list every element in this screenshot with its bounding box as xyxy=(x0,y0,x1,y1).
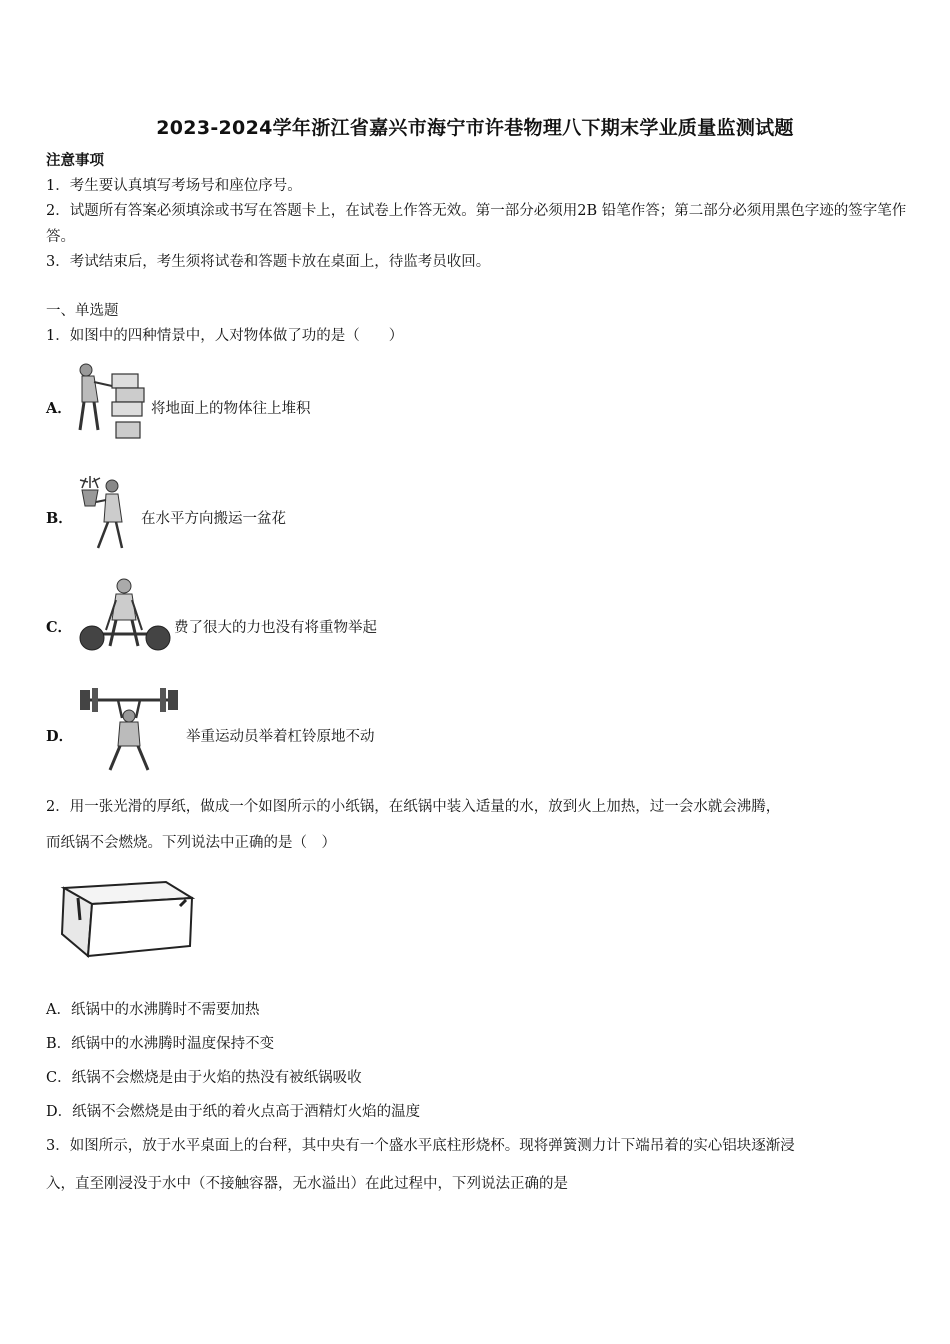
notice-item-1: 1．考生要认真填写考场号和座位序号。 xyxy=(46,178,302,194)
question-3-stem-line-1: 3．如图所示，放于水平桌面上的台秤，其中央有一个盛水平底柱形烧杯。现将弹簧测力计下端吊着的实心铝块逐渐浸 xyxy=(46,1138,795,1154)
q2-option-a: A．纸锅中的水沸腾时不需要加热 xyxy=(46,1002,260,1018)
paper-pot-illustration xyxy=(54,876,202,960)
option-a-label: A． xyxy=(46,400,72,417)
option-d-text: 举重运动员举着杠铃原地不动 xyxy=(186,729,375,745)
notice-item-2: 2．试题所有答案必须填涂或书写在答题卡上，在试卷上作答无效。第一部分必须用2B 铅笔作答；第二部分必须用黑色字迹的签字笔作答。 xyxy=(46,203,907,245)
q2-option-b: B．纸锅中的水沸腾时温度保持不变 xyxy=(46,1036,275,1052)
question-2-stem-line-1: 2．用一张光滑的厚纸，做成一个如图所示的小纸锅，在纸锅中装入适量的水，放到火上加热，过一会水就会沸腾， xyxy=(46,799,781,815)
q2-option-c: C．纸锅不会燃烧是由于火焰的热没有被纸锅吸收 xyxy=(46,1070,362,1086)
section-heading: 一、单选题 xyxy=(46,303,119,319)
failed-lift-illustration xyxy=(76,576,172,662)
question-3-stem-line-2: 入，直至刚浸没于水中（不接触容器，无水溢出）在此过程中，下列说法正确的是 xyxy=(46,1176,568,1192)
option-c-label: C． xyxy=(46,619,73,636)
option-d-label: D． xyxy=(46,728,74,745)
option-c-text: 费了很大的力也没有将重物举起 xyxy=(174,620,377,636)
page-title: 2023-2024学年浙江省嘉兴市海宁市许巷物理八下期末学业质量监测试题 xyxy=(156,117,794,139)
stacking-boxes-illustration xyxy=(72,360,150,445)
question-1-stem: 1．如图中的四种情景中，人对物体做了功的是（ ） xyxy=(46,328,404,344)
carrying-flower-pot-illustration xyxy=(76,472,132,557)
notice-item-3: 3．考试结束后，考生须将试卷和答题卡放在桌面上，待监考员收回。 xyxy=(46,254,491,270)
option-b-label: B． xyxy=(46,510,73,527)
option-a-text: 将地面上的物体往上堆积 xyxy=(151,401,311,417)
weightlifter-holding-illustration xyxy=(76,684,182,776)
q2-option-d: D．纸锅不会燃烧是由于纸的着火点高于酒精灯火焰的温度 xyxy=(46,1104,421,1120)
option-b-text: 在水平方向搬运一盆花 xyxy=(141,511,286,527)
question-2-stem-line-2: 而纸锅不会燃烧。下列说法中正确的是（ ） xyxy=(46,835,336,851)
notice-heading: 注意事项 xyxy=(46,152,104,169)
